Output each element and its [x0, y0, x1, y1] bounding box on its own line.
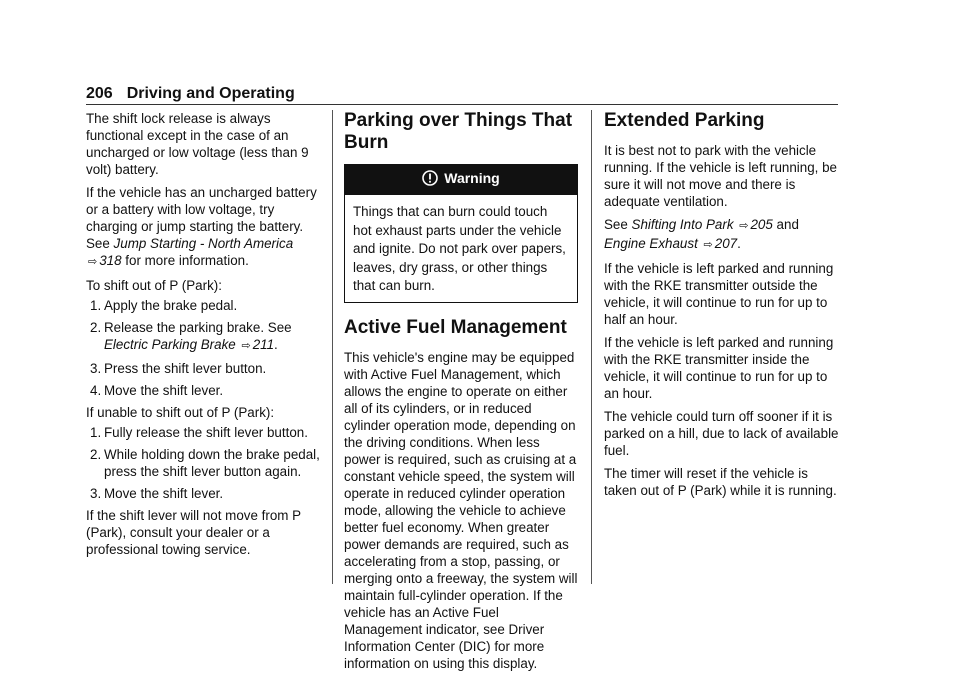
page-number: 206	[86, 85, 113, 102]
paragraph: It is best not to park with the vehicle running. If the vehicle is left running, be sure it will not move and there is adequate ventilation.	[604, 143, 837, 209]
section-title: Driving and Operating	[126, 85, 295, 102]
section-heading: Extended Parking	[604, 110, 765, 131]
paragraph: If unable to shift out of P (Park):	[86, 405, 275, 420]
warning-title: Warning	[444, 170, 500, 186]
page-ref-icon: ⇨	[88, 256, 98, 268]
page-ref-number[interactable]: 205	[750, 217, 773, 232]
list-item: 1. Fully release the shift lever button.	[90, 425, 308, 440]
paragraph: The timer will reset if the vehicle is taken out of P (Park) while it is running.	[604, 466, 837, 498]
paragraph: If the vehicle is left parked and running with the RKE transmitter inside the vehicle, it will continue to run for up to an hour.	[604, 335, 834, 401]
page-header	[86, 84, 838, 105]
cross-reference-link[interactable]: Jump Starting - North America	[113, 236, 294, 251]
paragraph: The vehicle could turn off sooner if it is parked on a hill, due to lack of available fuel.	[604, 409, 839, 458]
cross-reference-link[interactable]: Engine Exhaust	[604, 236, 698, 251]
page-ref-icon: ⇨	[739, 220, 749, 232]
cross-reference-link[interactable]: Electric Parking Brake	[104, 337, 236, 352]
warning-box	[344, 164, 578, 303]
section-heading: Parking over Things That Burn	[344, 110, 573, 153]
warning-icon	[422, 170, 438, 191]
column-left	[86, 110, 322, 564]
paragraph: See Shifting Into Park ⇨ 205 and Engine Exhaust ⇨ 207.	[604, 217, 799, 251]
warning-header	[345, 165, 577, 195]
column-divider	[591, 110, 592, 584]
column-middle	[344, 110, 578, 678]
paragraph: If the vehicle is left parked and running with the RKE transmitter outside the vehicle, it will continue to run for up to half an hour.	[604, 261, 834, 327]
page-ref-icon: ⇨	[241, 340, 251, 352]
paragraph: To shift out of P (Park):	[86, 278, 222, 293]
list-item: 3. Press the shift lever button.	[90, 361, 267, 376]
page-ref-number[interactable]: 207	[714, 236, 738, 251]
paragraph: If the vehicle has an uncharged battery or a battery with low voltage, try charging or jump starting the battery. See Jump Starting - North America ⇨ 318 for more information.	[86, 185, 317, 268]
paragraph: This vehicle's engine may be equipped with Active Fuel Management, which allows the engine to operate on either all of its cylinders, or in reduced cylinder operation mode, depending on the driving conditions. When less power is required, such as cruising at a constant vehicle speed, the system will operate in reduced cylinder operation mode, allowing the vehicle to achieve better fuel economy. When greater power demands are required, such as accelerating from a stop, passing, or merging onto a freeway, the system will maintain full-cylinder operation. If the vehicle has an Active Fuel Management indicator, see Driver Information Center (DIC) for more information on using this display.	[344, 349, 578, 671]
page-ref-number[interactable]: 211	[252, 337, 275, 352]
list-item: 2. While holding down the brake pedal, press the shift lever button again.	[90, 447, 320, 479]
paragraph: The shift lock release is always functional except in the case of an uncharged or low voltage (less than 9 volt) battery.	[86, 111, 309, 177]
list-item: 2. Release the parking brake. See Electric Parking Brake ⇨ 211.	[90, 320, 292, 352]
warning-text: Things that can burn could touch hot exhaust parts under the vehicle and ignite. Do not park over papers, leaves, dry grass, or other things that can burn.	[353, 204, 566, 293]
page-ref-number[interactable]: 318	[99, 253, 122, 268]
paragraph: If the shift lever will not move from P (Park), consult your dealer or a professional towing service.	[86, 508, 301, 557]
column-divider	[332, 110, 333, 584]
section-heading: Active Fuel Management	[344, 316, 567, 338]
list-item: 4. Move the shift lever.	[90, 383, 224, 398]
cross-reference-link[interactable]: Shifting Into Park	[631, 217, 734, 232]
list-item: 3. Move the shift lever.	[90, 486, 224, 501]
list-item: 1. Apply the brake pedal.	[90, 298, 238, 313]
page-ref-icon: ⇨	[703, 239, 713, 251]
column-right	[604, 110, 840, 505]
